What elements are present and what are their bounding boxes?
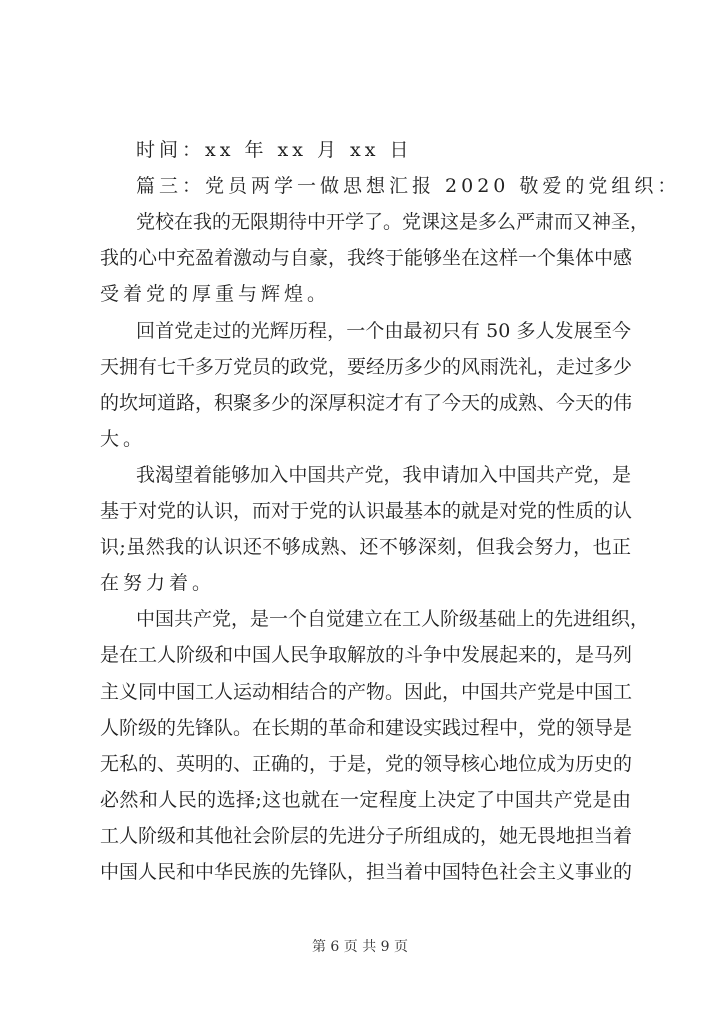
text-line: 在努力着。 (100, 572, 216, 595)
text-line: 时间：xx 年 xx 月 xx 日 (136, 139, 413, 161)
text-line: 我渴望着能够加入中国共产党，我申请加入中国共产党，是 (136, 463, 631, 486)
text-line: 回首党走过的光辉历程，一个由最初只有 50 多人发展至今 (136, 319, 631, 342)
text-line: 大。 (100, 427, 147, 450)
text-line: 主义同中国工人运动相结合的产物。因此，中国共产党是中国工 (100, 680, 633, 703)
text-line: 人阶级的先锋队。在长期的革命和建设实践过程中，党的领导是 (100, 716, 633, 739)
text-line: 必然和人民的选择;这也就在一定程度上决定了中国共产党是由 (100, 788, 631, 811)
text-line: 无私的、英明的、正确的，于是，党的领导核心地位成为历史的 (100, 752, 633, 775)
text-line: 基于对党的认识，而对于党的认识最基本的就是对党的性质的认 (100, 500, 633, 522)
text-line: 识;虽然我的认识还不够成熟、还不够深刻，但我会努力，也正 (100, 536, 631, 559)
text-line: 篇三：党员两学一做思想汇报 2020 敬爱的党组织： (136, 175, 681, 198)
text-line: 我的心中充盈着激动与自豪，我终于能够坐在这样一个集体中感 (100, 247, 633, 270)
page-footer: 第 6 页 共 9 页 (311, 939, 409, 955)
text-line: 中国人民和中华民族的先锋队，担当着中国特色社会主义事业的 (100, 861, 633, 883)
text-line: 工人阶级和其他社会阶层的先进分子所组成的，她无畏地担当着 (100, 824, 633, 847)
text-line: 党校在我的无限期待中开学了。党课这是多么严肃而又神圣， (136, 211, 650, 234)
text-line: 天拥有七千多万党员的政党，要经历多少的风雨洗礼，走过多少 (100, 355, 633, 378)
text-line: 的坎坷道路，积聚多少的深厚积淀才有了今天的成熟、今天的伟 (100, 391, 633, 414)
text-line: 中国共产党，是一个自觉建立在工人阶级基础上的先进组织， (136, 608, 650, 631)
text-line: 受着党的厚重与辉煌。 (100, 283, 331, 306)
text-line: 是在工人阶级和中国人民争取解放的斗争中发展起来的，是马列 (100, 644, 633, 667)
